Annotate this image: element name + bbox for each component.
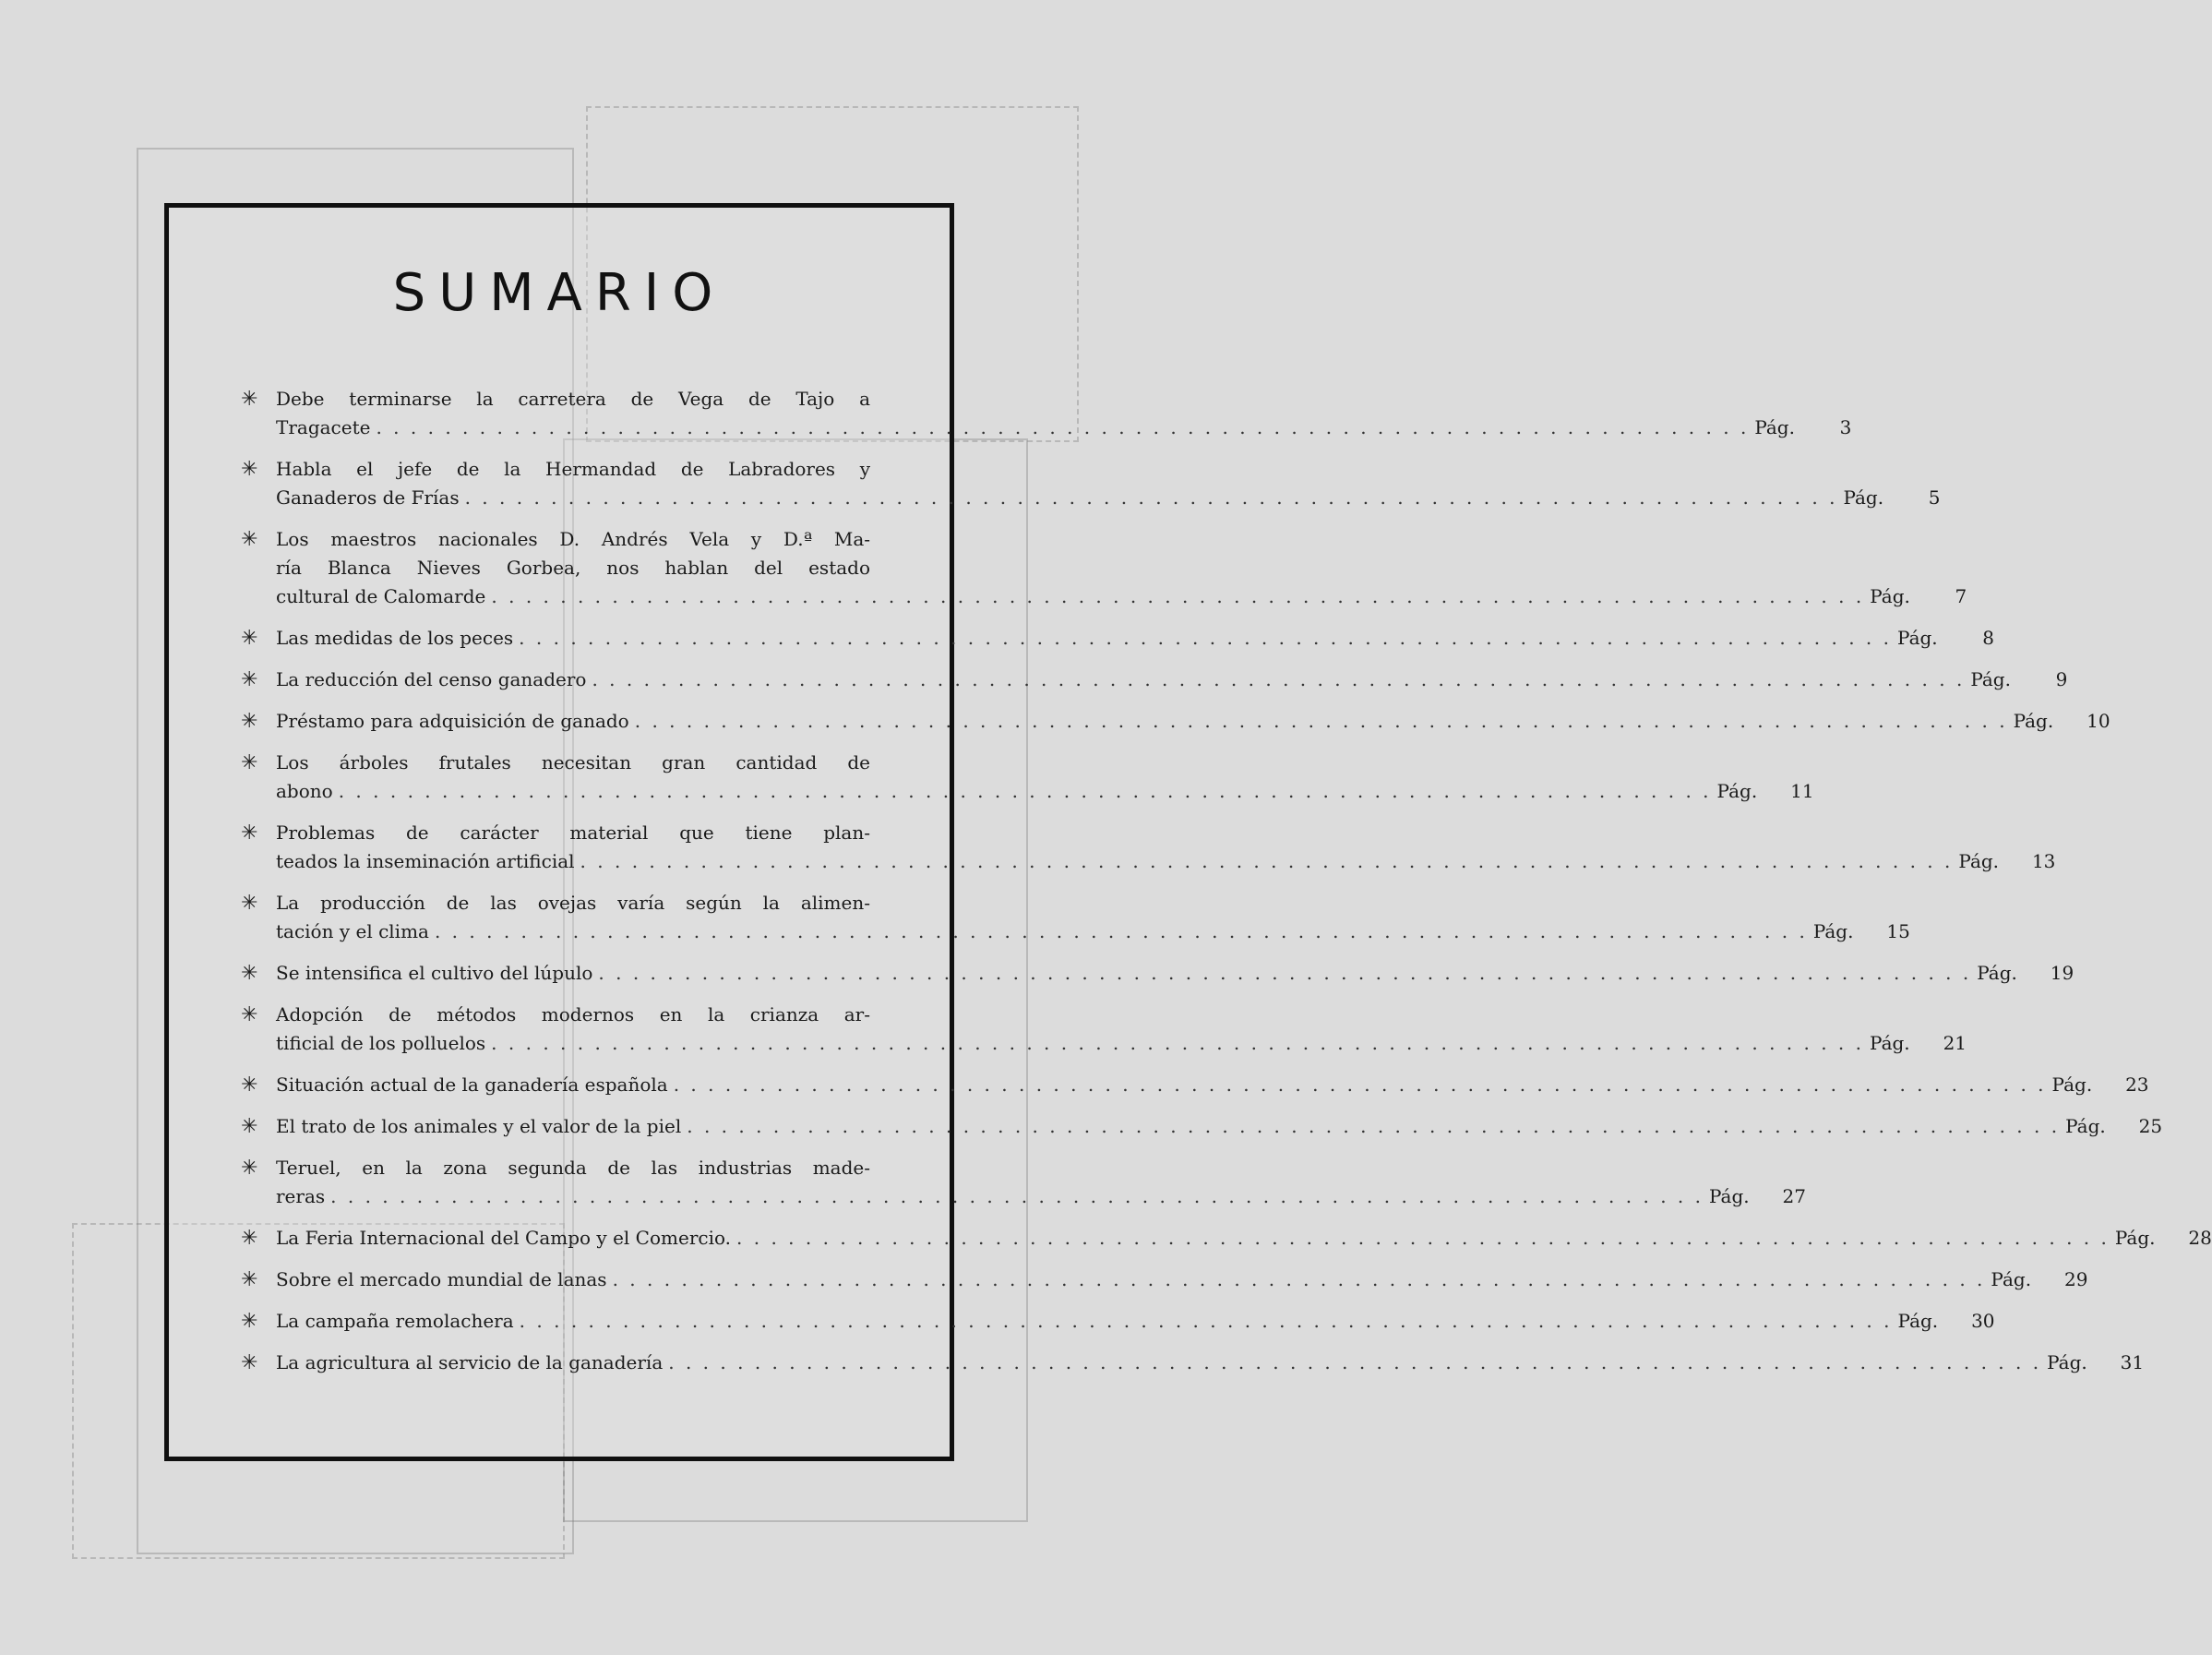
entry-title-text: tación y el clima xyxy=(276,920,429,942)
entry-text-line: La producción de las ovejas varía según la alimen- xyxy=(276,892,870,914)
entry-title-text: cultural de Calomarde xyxy=(276,585,486,607)
asterisk-bullet-icon: ✳ xyxy=(241,710,258,733)
entry-final-line xyxy=(276,959,2074,988)
dot-leader: . . . . . . . . . . . . . . . . . . . . . . . . . . . . . . . . . . . . . . . . . . . . . . . . . . . . . . . . . . . . . . . . . . . . . . . . . . . . . . . . xyxy=(338,780,1712,802)
dot-leader: . . . . . . . . . . . . . . . . . . . . . . . . . . . . . . . . . . . . . . . . . . . . . . . . . . . . . . . . . . . . . . . . . . . . . . . . . . . . . . . . xyxy=(434,920,1808,942)
entry-final-line xyxy=(276,1265,2088,1294)
asterisk-bullet-icon: ✳ xyxy=(241,668,258,691)
page-reference xyxy=(1717,777,1814,806)
page-reference xyxy=(1958,847,2055,876)
entry-title-text: tificial de los polluelos xyxy=(276,1032,486,1054)
contents-entry xyxy=(241,1307,1995,1336)
asterisk-bullet-icon: ✳ xyxy=(241,1003,258,1026)
dot-leader: . . . . . . . . . . . . . . . . . . . . . . . . . . . . . . . . . . . . . . . . . . . . . . . . . . . . . . . . . . . . . . . . . . . . . . . . . . . . . . . . xyxy=(612,1268,1986,1290)
entry-final-line xyxy=(276,484,1941,512)
page-reference xyxy=(1754,414,1851,442)
entry-title-text: La agricultura al servicio de la ganadería xyxy=(276,1351,664,1373)
asterisk-bullet-icon: ✳ xyxy=(241,458,258,481)
page-reference xyxy=(1898,1307,1995,1336)
page-reference xyxy=(2047,1349,2144,1377)
page-label: Pág. xyxy=(2047,1351,2087,1373)
contents-entry xyxy=(241,1001,1967,1058)
dot-leader: . . . . . . . . . . . . . . . . . . . . . . . . . . . . . . . . . . . . . . . . . . . . . . . . . . . . . . . . . . . . . . . . . . . . . . . . . . . . . . . . xyxy=(464,486,1838,509)
page-number: 23 xyxy=(2125,1073,2149,1096)
page-reference xyxy=(1897,624,1994,653)
entry-title-text: Tragacete xyxy=(276,416,371,438)
page-label: Pág. xyxy=(1897,627,1938,649)
contents-entry xyxy=(241,819,2056,876)
contents-entry xyxy=(241,889,1910,946)
page-number: 31 xyxy=(2120,1351,2145,1373)
dot-leader: . . . . . . . . . . . . . . . . . . . . . . . . . . . . . . . . . . . . . . . . . . . . . . . . . . . . . . . . . . . . . . . . . . . . . . . . . . . . . . . . xyxy=(330,1185,1704,1207)
entry-text-line: Adopción de métodos modernos en la crianza ar- xyxy=(276,1003,870,1025)
contents-entry xyxy=(241,624,1995,653)
asterisk-bullet-icon: ✳ xyxy=(241,892,258,915)
page-number: 10 xyxy=(2086,710,2110,732)
contents-entry xyxy=(241,749,1814,806)
entry-title-text: Ganaderos de Frías xyxy=(276,486,460,509)
dot-leader: . . . . . . . . . . . . . . . . . . . . . . . . . . . . . . . . . . . . . . . . . . . . . . . . . . . . . . . . . . . . . . . . . . . . . . . . . . . . . . . . xyxy=(491,1032,1865,1054)
dot-leader: . . . . . . . . . . . . . . . . . . . . . . . . . . . . . . . . . . . . . . . . . . . . . . . . . . . . . . . . . . . . . . . . . . . . . . . . . . . . . . . . xyxy=(519,627,1893,649)
asterisk-bullet-icon: ✳ xyxy=(241,1227,258,1250)
dot-leader: . . . . . . . . . . . . . . . . . . . . . . . . . . . . . . . . . . . . . . . . . . . . . . . . . . . . . . . . . . . . . . . . . . . . . . . . . . . . . . . . xyxy=(376,416,1750,438)
page-title: SUMARIO xyxy=(392,263,726,323)
page-label: Pág. xyxy=(1897,1310,1939,1332)
contents-entry xyxy=(241,1224,2212,1253)
entry-title-text: abono xyxy=(276,780,333,802)
contents-entry xyxy=(241,707,2110,736)
dot-leader: . . . . . . . . . . . . . . . . . . . . . . . . . . . . . . . . . . . . . . . . . . . . . . . . . . . . . . . . . . . . . . . . . . . . . . . . . . . . . . . . xyxy=(673,1073,2047,1096)
entry-final-line xyxy=(276,917,1910,946)
page-number: 15 xyxy=(1886,920,1910,942)
page-number: 9 xyxy=(2055,668,2068,690)
page-number: 27 xyxy=(1782,1185,1806,1207)
page-label: Pág. xyxy=(2051,1073,2093,1096)
page-reference xyxy=(1970,666,2067,694)
contents-entry xyxy=(241,385,1852,442)
entry-final-line xyxy=(276,1307,1995,1336)
page-label: Pág. xyxy=(1977,962,2017,984)
page-reference xyxy=(1977,959,2074,988)
dot-leader: . . . . . . . . . . . . . . . . . . . . . . . . . . . . . . . . . . . . . . . . . . . . . . . . . . . . . . . . . . . . . . . . . . . . . . . . . . . . . . . . xyxy=(668,1351,2042,1373)
entry-title-text: Sobre el mercado mundial de lanas xyxy=(276,1268,607,1290)
entry-title-text: Las medidas de los peces xyxy=(276,627,514,649)
entry-title-text: reras xyxy=(276,1185,326,1207)
page-reference xyxy=(1870,1029,1967,1058)
page-label: Pág. xyxy=(1870,585,1910,607)
page-number: 13 xyxy=(2031,850,2056,872)
dot-leader: . . . . . . . . . . . . . . . . . . . . . . . . . . . . . . . . . . . . . . . . . . . . . . . . . . . . . . . . . . . . . . . . . . . . . . . . . . . . . . . . xyxy=(687,1115,2061,1137)
page-label: Pág. xyxy=(1843,486,1884,509)
dot-leader: . . . . . . . . . . . . . . . . . . . . . . . . . . . . . . . . . . . . . . . . . . . . . . . . . . . . . . . . . . . . . . . . . . . . . . . . . . . . . . . . xyxy=(634,710,2008,732)
asterisk-bullet-icon: ✳ xyxy=(241,962,258,985)
asterisk-bullet-icon: ✳ xyxy=(241,1268,258,1291)
asterisk-bullet-icon: ✳ xyxy=(241,1310,258,1333)
page-label: Pág. xyxy=(1991,1268,2032,1290)
entry-final-line xyxy=(276,624,1995,653)
entry-final-line xyxy=(276,777,1814,806)
entry-final-line xyxy=(276,707,2110,736)
entry-final-line xyxy=(276,1224,2212,1253)
page-label: Pág. xyxy=(1958,850,2000,872)
dot-leader: . . . . . . . . . . . . . . . . . . . . . . . . . . . . . . . . . . . . . . . . . . . . . . . . . . . . . . . . . . . . . . . . . . . . . . . . . . . . . . . . xyxy=(580,850,1954,872)
entry-title-text: teados la inseminación artificial xyxy=(276,850,575,872)
dot-leader: . . . . . . . . . . . . . . . . . . . . . . . . . . . . . . . . . . . . . . . . . . . . . . . . . . . . . . . . . . . . . . . . . . . . . . . . . . . . . . . . xyxy=(592,668,1966,690)
asterisk-bullet-icon: ✳ xyxy=(241,1073,258,1097)
entry-final-line xyxy=(276,582,1967,611)
entry-text-line: Los árboles frutales necesitan gran cantidad de xyxy=(276,751,870,774)
asterisk-bullet-icon: ✳ xyxy=(241,627,258,650)
contents-entry xyxy=(241,1349,2145,1377)
page-number: 25 xyxy=(2138,1115,2163,1137)
entry-title-text: La Feria Internacional del Campo y el Comercio. xyxy=(276,1227,732,1249)
page-label: Pág. xyxy=(1812,920,1854,942)
entry-text-line: ría Blanca Nieves Gorbea, nos hablan del estado xyxy=(276,557,870,579)
contents-entry xyxy=(241,1071,2149,1099)
page-reference xyxy=(1709,1182,1806,1211)
page-number: 11 xyxy=(1790,780,1814,802)
entry-final-line xyxy=(276,1182,1806,1211)
page-reference xyxy=(2014,707,2110,736)
page-number: 28 xyxy=(2188,1227,2212,1249)
entry-final-line xyxy=(276,847,2056,876)
dot-leader: . . . . . . . . . . . . . . . . . . . . . . . . . . . . . . . . . . . . . . . . . . . . . . . . . . . . . . . . . . . . . . . . . . . . . . . . . . . . . . . . xyxy=(491,585,1865,607)
page-number: 21 xyxy=(1943,1032,1967,1054)
page-reference xyxy=(1991,1265,2087,1294)
page-label: Pág. xyxy=(1716,780,1758,802)
entry-final-line xyxy=(276,414,1852,442)
page-reference xyxy=(2065,1112,2162,1141)
page-reference xyxy=(1813,917,1910,946)
entry-title-text: La reducción del censo ganadero xyxy=(276,668,587,690)
contents-entry xyxy=(241,525,1967,611)
page-label: Pág. xyxy=(1709,1185,1750,1207)
page-number: 19 xyxy=(2050,962,2074,984)
asterisk-bullet-icon: ✳ xyxy=(241,751,258,774)
page-number: 7 xyxy=(1955,585,1967,607)
entry-text-line: Habla el jefe de la Hermandad de Labradores y xyxy=(276,458,870,480)
page-label: Pág. xyxy=(1870,1032,1910,1054)
entry-text-line: Debe terminarse la carretera de Vega de Tajo a xyxy=(276,388,870,410)
contents-entry xyxy=(241,1265,2088,1294)
asterisk-bullet-icon: ✳ xyxy=(241,388,258,411)
summary-frame xyxy=(164,203,2212,1461)
contents-entry xyxy=(241,1112,2163,1141)
page-label: Pág. xyxy=(1754,416,1795,438)
page-number: 30 xyxy=(1971,1310,1995,1332)
entry-final-line xyxy=(276,1349,2145,1377)
entry-final-line xyxy=(276,666,2068,694)
page-number: 8 xyxy=(1982,627,1995,649)
page-reference xyxy=(1870,582,1967,611)
asterisk-bullet-icon: ✳ xyxy=(241,1351,258,1374)
contents-list xyxy=(241,385,2212,1390)
asterisk-bullet-icon: ✳ xyxy=(241,822,258,845)
page-label: Pág. xyxy=(1970,668,2011,690)
dot-leader: . . . . . . . . . . . . . . . . . . . . . . . . . . . . . . . . . . . . . . . . . . . . . . . . . . . . . . . . . . . . . . . . . . . . . . . . . . . . . . . . xyxy=(736,1227,2110,1249)
page-number: 5 xyxy=(1928,486,1941,509)
entry-final-line xyxy=(276,1029,1967,1058)
page-reference xyxy=(1843,484,1940,512)
entry-text-line: Problemas de carácter material que tiene plan- xyxy=(276,822,870,844)
entry-text-line: Los maestros nacionales D. Andrés Vela y D.ª Ma- xyxy=(276,528,870,550)
contents-entry xyxy=(241,1154,1806,1211)
entry-title-text: La campaña remolachera xyxy=(276,1310,514,1332)
asterisk-bullet-icon: ✳ xyxy=(241,1115,258,1138)
entry-title-text: Se intensifica el cultivo del lúpulo xyxy=(276,962,593,984)
page-reference xyxy=(2052,1071,2149,1099)
asterisk-bullet-icon: ✳ xyxy=(241,1157,258,1180)
asterisk-bullet-icon: ✳ xyxy=(241,528,258,551)
page-label: Pág. xyxy=(2013,710,2054,732)
entry-final-line xyxy=(276,1071,2149,1099)
entry-title-text: Préstamo para adquisición de ganado xyxy=(276,710,629,732)
entry-title-text: El trato de los animales y el valor de la piel xyxy=(276,1115,682,1137)
contents-entry xyxy=(241,455,1941,512)
page-number: 3 xyxy=(1839,416,1852,438)
contents-entry xyxy=(241,666,2068,694)
entry-text-line: Teruel, en la zona segunda de las industrias made- xyxy=(276,1157,870,1179)
contents-entry xyxy=(241,959,2074,988)
entry-title-text: Situación actual de la ganadería española xyxy=(276,1073,668,1096)
dot-leader: . . . . . . . . . . . . . . . . . . . . . . . . . . . . . . . . . . . . . . . . . . . . . . . . . . . . . . . . . . . . . . . . . . . . . . . . . . . . . . . . xyxy=(598,962,1972,984)
entry-final-line xyxy=(276,1112,2163,1141)
page-reference xyxy=(2115,1224,2212,1253)
page-label: Pág. xyxy=(2114,1227,2156,1249)
page-label: Pág. xyxy=(2065,1115,2106,1137)
page-number: 29 xyxy=(2063,1268,2088,1290)
dot-leader: . . . . . . . . . . . . . . . . . . . . . . . . . . . . . . . . . . . . . . . . . . . . . . . . . . . . . . . . . . . . . . . . . . . . . . . . . . . . . . . . xyxy=(519,1310,1893,1332)
